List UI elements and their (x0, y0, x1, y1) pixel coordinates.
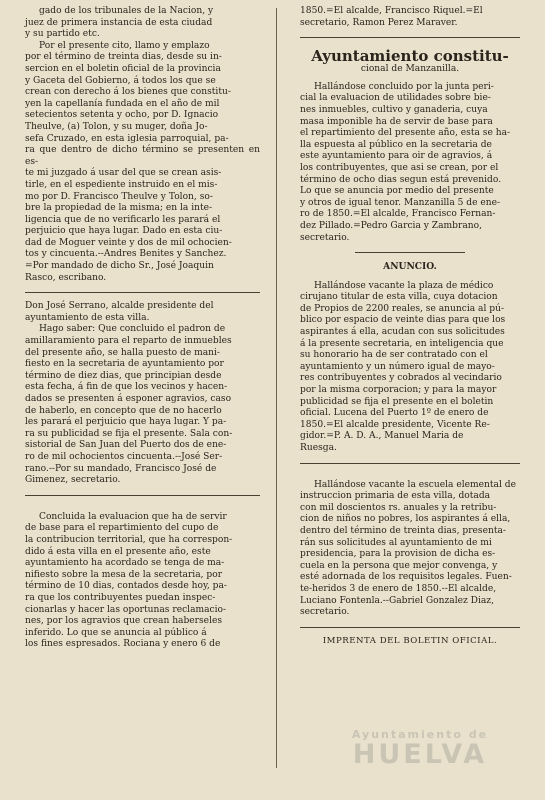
text-line: nifiesto sobre la mesa de la secretaria, por (25, 569, 223, 580)
left-column (25, 6, 260, 651)
notice-lucena (300, 281, 520, 455)
section-divider (300, 463, 520, 464)
text-line: te-heridos 3 de enero de 1850.--El alcalde, (300, 583, 497, 594)
text-line: ayuntamiento de esta villa. (25, 312, 150, 323)
edict-paragraph (25, 6, 260, 284)
text-line: de Propios de 2200 reales, se anuncia al pú- (300, 303, 505, 314)
text-line: tirle, en el espediente instruido en el mis- (25, 179, 218, 190)
text-line: yen la capellanía fundada en el año de mil (25, 98, 220, 109)
text-line: con mil doscientos rs. anuales y la retribu- (300, 502, 497, 513)
text-line: la contribucion territorial, que ha correspon- (25, 534, 233, 545)
printer-imprint: IMPRENTA DEL BOLETIN OFICIAL. (322, 635, 498, 646)
text-line: mo por D. Francisco Theulve y Tolon, so- (25, 191, 213, 202)
text-line: cirujano titular de esta villa, cuya dotacion (300, 292, 498, 303)
section-divider (25, 495, 260, 496)
text-line: este ayuntamiento para oir de agravios, á (300, 151, 493, 162)
text-line: secretario, Ramon Perez Maraver. (300, 17, 458, 28)
text-line: por la misma corporacion; y para la mayor (300, 385, 497, 396)
text-line: nes inmuebles, cultivo y ganaderia, cuya (300, 104, 488, 115)
text-line: perjuicio que haya lugar. Dado en esta ciu- (25, 226, 223, 237)
text-line: Hallándose vacante la plaza de médico (314, 280, 494, 291)
right-column (300, 6, 520, 647)
text-line: ra que los contribuyentes puedan inspec- (25, 592, 216, 603)
text-line: ayuntamiento y un número igual de mayo- (300, 361, 495, 372)
continuation-text (300, 6, 520, 29)
text-line: fiesto en la secretaria de ayuntamiento por (25, 359, 224, 370)
text-line: ra su publicidad se fija el presente. Sala con- (25, 428, 233, 439)
text-line: Hago saber: Que concluido el padron de (39, 324, 226, 335)
text-line: sefa Cruzado, en esta iglesia parroquial, pa- (25, 133, 229, 144)
text-line: 1850.=El alcalde presidente, Vicente Re- (300, 419, 490, 430)
text-line: ro de 1850.=El alcalde, Francisco Fernan- (300, 209, 496, 220)
text-line: rán sus solicitudes al ayuntamiento de mi (300, 537, 492, 548)
text-line: crean con derecho á los bienes que constitu- (25, 87, 231, 98)
text-line: su honorario ha de ser contratado con el (300, 350, 488, 361)
text-line: lla espuesta al público en la secretaria de (300, 139, 492, 150)
notice-serrano (25, 301, 260, 487)
text-line: secretario. (300, 607, 350, 618)
text-line: secretario. (300, 232, 350, 243)
watermark-line1: Ayuntamiento de (351, 728, 489, 741)
text-line: dentro del término de treinta dias, presenta- (300, 525, 506, 536)
text-line: les parará el perjuicio que haya lugar. Y pa- (25, 417, 227, 428)
text-line: Don José Serrano, alcalde presidente del (25, 301, 214, 312)
section-divider (25, 292, 260, 293)
text-line: 1850.=El alcalde, Francisco Riquel.=El (300, 6, 483, 16)
text-line: te mi juzgado á usar del que se crean asis- (25, 168, 222, 179)
text-line: bre la propiedad de la misma; en la inte- (25, 203, 213, 214)
text-line: Rasco, escribano. (25, 272, 107, 283)
text-line: cuela en la persona que mejor convenga, y (300, 560, 498, 571)
text-line: esta fecha, á fin de que los vecinos y hacen- (25, 382, 228, 393)
text-line: Hallándose vacante la escuela elemental de (314, 479, 516, 490)
notice-rociana (25, 512, 260, 651)
section-heading: Ayuntamiento constitu- (311, 47, 509, 66)
anuncio-title: ANUNCIO. (383, 261, 437, 273)
text-line: instruccion primaria de esta villa, dotada (300, 491, 491, 502)
text-line: inferido. Lo que se anuncia al público á (25, 627, 207, 638)
text-line: ayuntamiento ha acordado se tenga de ma- (25, 558, 225, 569)
text-line: Por el presente cito, llamo y emplazo (39, 40, 210, 51)
text-line: oficial. Lucena del Puerto 1º de enero de (300, 408, 489, 419)
text-line: cial la evaluacion de utilidades sobre bie- (300, 93, 491, 104)
text-line: nes, por los agravios que crean haberseles (25, 616, 223, 627)
text-line: amillaramiento para el reparto de inmuebles (25, 336, 232, 347)
section-divider (300, 627, 520, 628)
text-line: gidor.=P. A. D. A., Manuel Maria de (300, 431, 464, 442)
text-line: dad de Moguer veinte y dos de mil ochocien- (25, 237, 232, 248)
notice-manzanilla (300, 82, 520, 244)
text-line: gado de los tribunales de la Nacion, y (39, 6, 214, 16)
text-line: esté adornada de los requisitos legales. Fuen- (300, 572, 512, 583)
text-line: rano.--Por su mandado, Francisco José de (25, 463, 217, 474)
text-line: Luciano Fontenla.--Gabriel Gonzalez Diaz, (300, 595, 494, 606)
text-line: res contribuyentes y cobrados al vecindario (300, 373, 502, 384)
text-line: Theulve, (a) Tolon, y su muger, doña Jo- (25, 121, 208, 132)
notice-fuenteheridos (300, 480, 520, 619)
section-divider (300, 37, 520, 38)
section-subheading: cional de Manzanilla. (360, 64, 460, 75)
text-line: Ruesga. (300, 443, 337, 453)
text-line: Hallándose concluido por la junta peri- (314, 81, 494, 92)
text-line: los fines espresados. Rociana y enero 6 de (25, 639, 221, 650)
text-line: ligencia que de no verificarlo les parará el (25, 214, 221, 225)
text-line: Gimenez, secretario. (25, 475, 121, 486)
text-line: y otros de igual tenor. Manzanilla 5 de ene- (300, 197, 501, 208)
text-line: sercion en el boletin oficial de la provincia (25, 63, 221, 74)
text-line: =Por mandado de dicho Sr., José Joaquin (25, 261, 214, 272)
text-line: dez Pillado.=Pedro Garcia y Zambrano, (300, 220, 482, 231)
text-line: y Gaceta del Gobierno, á todos los que se (25, 75, 216, 86)
text-line: aspirantes á ella, acudan con sus solicitudes (300, 327, 505, 338)
text-line: dados se presenten á esponer agravios, caso (25, 394, 232, 404)
text-line: de base para el repartimiento del cupo de (25, 523, 219, 534)
text-line: y su partido etc. (25, 29, 100, 40)
text-line: publicidad se fija el presente en el boletin (300, 396, 494, 407)
text-line: Lo que se anuncia por medio del presente (300, 186, 494, 197)
text-line: dido á esta villa en el presente año, este (25, 546, 211, 557)
text-line: del presente año, se halla puesto de mani- (25, 347, 220, 358)
text-line: de haberlo, en concepto que de no hacerlo (25, 405, 222, 416)
watermark-line2: HUELVA (352, 739, 488, 770)
text-line: el repartimiento del presente año, esta se ha- (300, 128, 511, 139)
text-line: ra que dentro de dicho término se presenten en es- (25, 145, 260, 167)
text-line: término de diez dias, que principian desde (25, 370, 222, 381)
text-line: ro de mil ochocientos cincuenta.--José Ser- (25, 451, 223, 462)
section-divider (355, 252, 465, 253)
text-line: juez de primera instancia de esta ciudad (25, 17, 213, 28)
text-line: tos y cincuenta.--Andres Benites y Sanchez. (25, 249, 227, 260)
archive-watermark (315, 728, 525, 778)
text-line: setecientos setenta y ocho, por D. Ignacio (25, 110, 219, 121)
text-line: blico por espacio de veinte dias para que los (300, 315, 506, 326)
text-line: término de 10 dias, contados desde hoy, pa- (25, 581, 227, 592)
text-line: sistorial de San Juan del Puerto dos de ene- (25, 440, 227, 451)
column-divider (276, 8, 277, 768)
text-line: masa imponible ha de servir de base para (300, 116, 493, 127)
text-line: á la presente secretaria, en inteligencia que (300, 338, 504, 349)
text-line: presidencia, para la provision de dicha es- (300, 549, 496, 560)
text-line: cionarlas y hacer las oportunas reclamacio- (25, 604, 227, 615)
text-line: Concluida la evaluacion que ha de servir (39, 511, 227, 522)
text-line: los contribuyentes, que asi se crean, por el (300, 162, 499, 173)
text-line: término de ocho dias segun está prevenido. (300, 174, 502, 185)
text-line: por el término de treinta dias, desde su in- (25, 52, 222, 63)
text-line: cion de niños no pobres, los aspirantes á ella, (300, 514, 511, 525)
